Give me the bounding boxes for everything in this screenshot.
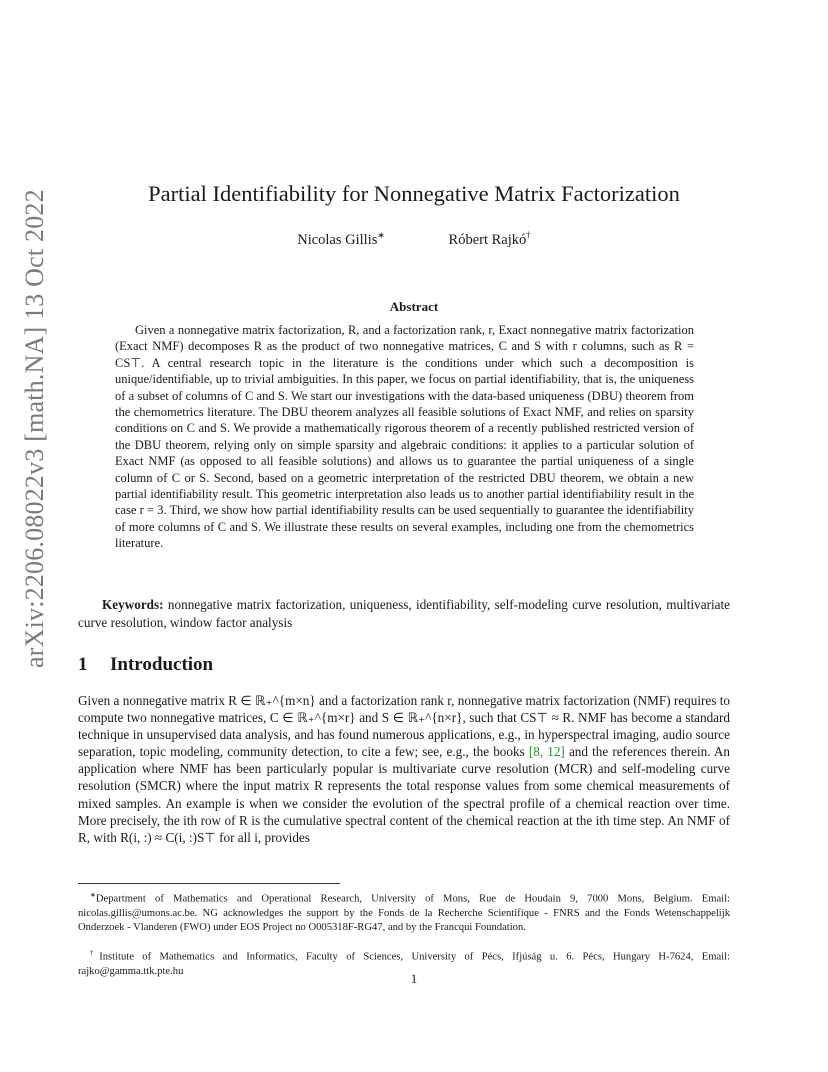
abstract-heading: Abstract	[389, 299, 439, 314]
citation-link[interactable]: [8, 12]	[528, 744, 565, 760]
author-1-footnote-mark[interactable]: ∗	[377, 230, 385, 240]
abstract-text: Given a nonnegative matrix factorization, R, and a factorization rank, r, Exact nonnegative matrix factorization (Exact NMF) decomposes R as the product of two nonnegative matrices, C and S with r columns, such as R = CS⊤. A central research topic in the literature is the conditions under which such a decomposition is unique/identifiable, up to trivial ambiguities. In this paper, we focus on partial identifiability, that is, the uniqueness of a subset of columns of C and S. We start our investigations with the data-based uniqueness (DBU) theorem from the chemometrics literature. The DBU theorem analyzes all feasible solutions of Exact NMF, and relies on sparsity conditions on C and S. We provide a mathematically rigorous theorem of a recently published restricted version of the DBU theorem, relying only on simple sparsity and algebraic conditions: it applies to a particular solution of Exact NMF (as opposed to all feasible solutions) and allows us to guarantee the partial uniqueness of a single column of C or S. Second, based on a geometric interpretation of the restricted DBU theorem, we obtain a new partial identifiability result. This geometric interpretation also leads us to another partial identifiability result in the case r = 3. Third, we show how partial identifiability results can be used sequentially to guarantee the identifiability of more columns of C and S. We illustrate these results on several examples, including one from the chemometrics literature.	[115, 323, 694, 551]
section-title: Introduction	[110, 654, 214, 675]
author-2	[449, 230, 531, 249]
introduction-paragraph	[78, 692, 730, 846]
keywords-text: nonnegative matrix factorization, uniqueness, identifiability, self-modeling curve resolution, multivariate curve resolution, window factor analysis	[78, 597, 730, 630]
footnote-2-text: Institute of Mathematics and Informatics, Faculty of Sciences, University of Pécs, Ifjúság u. 6. Pécs, Hungary H-7624, Email: rajko@gamma.ttk.pte.hu	[78, 951, 731, 977]
footnote-1-mark: ∗	[90, 891, 96, 899]
intro-text-part-2: and the references therein. An application where NMF has been particularly popular is multivariate curve resolution (MCR) and self-modeling curve resolution (SMCR) where the input matrix R represents the total response values from some chemical measurements of mixed samples. An example is when we consider the evolution of the spectral profile of a chemical reaction over time. More precisely, the ith row of R is the cumulative spectral content of the chemical reaction at the ith time step. An NMF of R, with R(i, :) ≈ C(i, :)S⊤ for all i, provides	[78, 744, 731, 845]
footnote-2-mark: †	[90, 949, 100, 957]
section-number: 1	[78, 654, 88, 675]
section-heading-introduction	[78, 654, 213, 676]
footnote-1	[78, 888, 730, 936]
footnote-divider	[78, 883, 340, 884]
arxiv-identifier-stamp: arXiv:2206.08022v3 [math.NA] 13 Oct 2022	[20, 189, 49, 668]
author-list	[0, 230, 828, 249]
author-2-name: Róbert Rajkó	[448, 231, 527, 248]
page-number: 1	[410, 971, 418, 986]
keywords-paragraph	[78, 596, 730, 631]
footnote-1-text: Department of Mathematics and Operational Research, University of Mons, Rue de Houdain 9, 7000 Mons, Belgium. Email: nicolas.gillis@umons.ac.be. NG acknowledges the support by the Fonds de la Recherche Scientifique - FNRS and the Fonds Wetenschappelijk Onderzoek - Vlanderen (FWO) under EOS Project no O005318F-RG47, and by the Francqui Foundation.	[78, 893, 730, 934]
author-2-footnote-mark[interactable]: †	[526, 230, 531, 240]
keywords-label: Keywords:	[102, 597, 164, 612]
intro-text-part-1: Given a nonnegative matrix R ∈ ℝ₊^{m×n} and a factorization rank r, nonnegative matrix factorization (NMF) requires to compute two nonnegative matrices, C ∈ ℝ₊^{m×r} and S ∈ ℝ₊^{n×r}, such that CS⊤ ≈ R. NMF has become a standard technique in unsupervised data analysis, and has found numerous applications, e.g., in hyperspectral imaging, audio source separation, topic modeling, community detection, to cite a few; see, e.g., the books	[78, 693, 730, 760]
author-1	[297, 230, 385, 249]
author-1-name: Nicolas Gillis	[297, 231, 378, 248]
paper-title: Partial Identifiability for Nonnegative Matrix Factorization	[148, 181, 680, 206]
